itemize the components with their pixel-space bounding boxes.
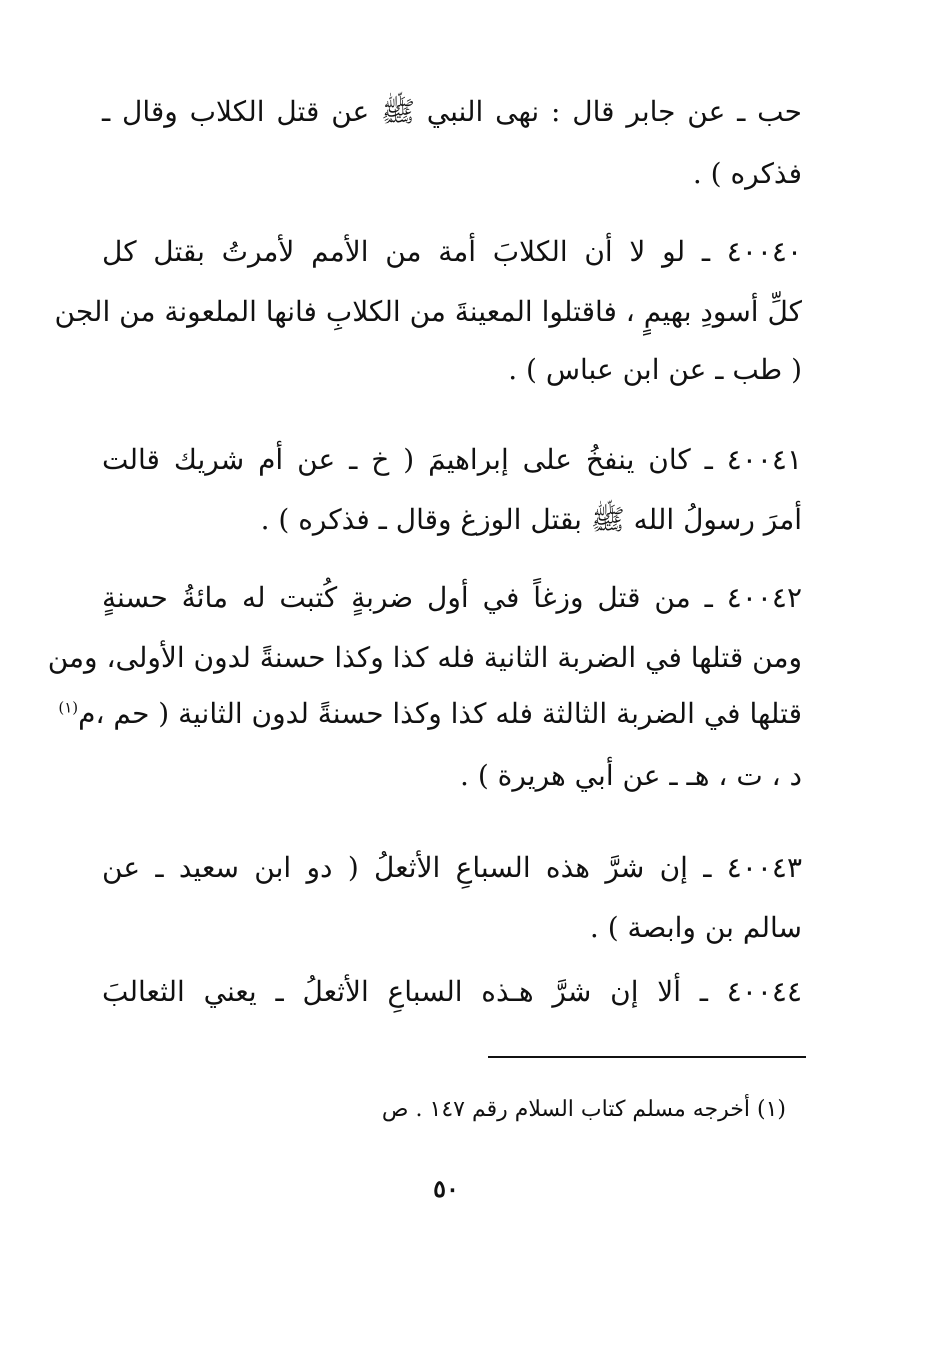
hadith-40043-line-2: سالم بن وابصة ) . [589,911,802,944]
hadith-40044-line-1: ٤٠٠٤٤ ـ ألا إن شرَّ هـذه السباعِ الأثعلُ ـ يعني الثعالبَ [102,975,802,1008]
hadith-40042-line-4: د ، ت ، هـ ـ عن أبي هريرة ) . [460,759,802,792]
hadith-40040-line-3: ( طب ـ عن ابن عباس ) . [508,353,802,386]
hadith-40040-line-1: ٤٠٠٤٠ ـ لو لا أن الكلابَ أمة من الأمم لأمرتُ بقتل كل [102,235,802,268]
hadith-40042-line-1: ٤٠٠٤٢ ـ من قتل وزغاً في أول ضربةٍ كُتبت له مائةُ حسنةٍ [102,581,802,614]
hadith-40042-line-3 [58,694,802,734]
footnote-divider [488,1056,806,1058]
hadith-40040-line-2: كلِّ أسودِ بهيمٍ ، فاقتلوا المعينةَ من الكلابِ فانها الملعونة من الجن [54,295,802,328]
hadith-40041-line-2: أمرَ رسولُ الله ﷺ بقتل الوزغ وقال ـ فذكره ) . [260,503,802,536]
text-line-1: حب ـ عن جابر قال : نهى النبي ﷺ عن قتل الكلاب وقال ـ [102,95,802,128]
hadith-40042-line-2: ومن قتلها في الضربة الثانية فله كذا وكذا حسنةً لدون الأولى، ومن [47,641,802,674]
hadith-40041-line-1: ٤٠٠٤١ ـ كان ينفخُ على إبراهيمَ ( خ ـ عن أم شريك قالت [102,443,802,476]
hadith-40043-line-1: ٤٠٠٤٣ ـ إن شرَّ هذه السباعِ الأثعلُ ( دو ابن سعيد ـ عن [102,851,802,884]
hadith-40042-line-3-text: قتلها في الضربة الثالثة فله كذا وكذا حسنةً لدون الثانية ( حم ،م [78,697,802,730]
page-number: ٥٠ [433,1174,459,1203]
footnote-marker: (١) [58,698,79,717]
text-line-2: فذكره ) . [692,157,802,190]
footnote-text: (١) أخرجه مسلم كتاب السلام رقم ١٤٧ . ص [381,1097,786,1122]
